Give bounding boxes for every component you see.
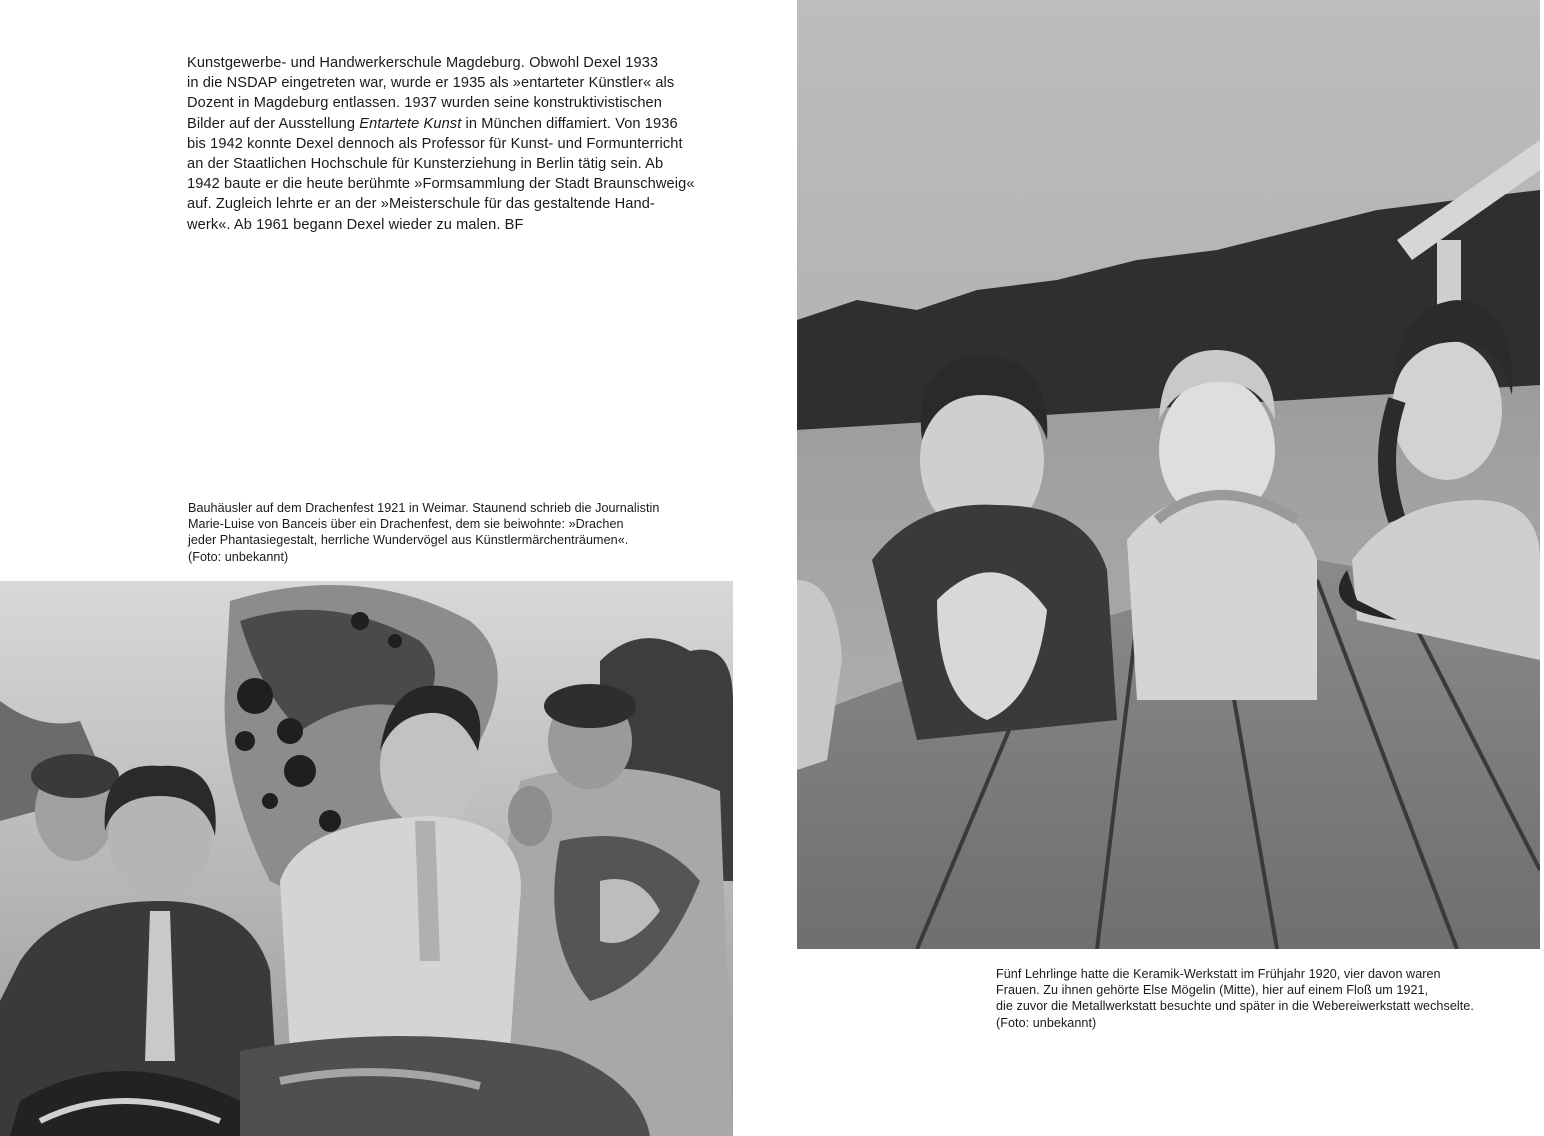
body-line	[187, 114, 747, 134]
photo-raft	[797, 0, 1540, 949]
caption-raft	[996, 966, 1541, 1031]
exhibition-title: Entartete Kunst	[359, 115, 462, 132]
caption-drachenfest	[188, 500, 728, 565]
photo-kite-festival-graphic	[0, 581, 733, 1136]
body-line: Kunstgewerbe- und Handwerkerschule Magdeburg. Obwohl Dexel 1933	[187, 55, 659, 71]
body-line: bis 1942 konnte Dexel dennoch als Professor für Kunst- und Formunterricht	[187, 135, 683, 152]
body-text	[187, 53, 747, 235]
body-line: werk«. Ab 1961 begann Dexel wieder zu malen. BF	[187, 216, 524, 233]
body-line-part: in München diffamiert. Von 1936	[461, 115, 678, 132]
caption-line: die zuvor die Metallwerkstatt besuchte und später in die Webereiwerkstatt wechselte.	[996, 999, 1474, 1014]
photo-raft-graphic	[797, 0, 1540, 949]
caption-line: Fünf Lehrlinge hatte die Keramik-Werkstatt im Frühjahr 1920, vier davon waren	[996, 967, 1441, 981]
caption-line: (Foto: unbekannt)	[188, 549, 289, 564]
photo-kite-festival	[0, 581, 733, 1136]
caption-line: Bauhäusler auf dem Drachenfest 1921 in Weimar. Staunend schrieb die Journalistin	[188, 501, 660, 515]
body-line-part: Bilder auf der Ausstellung	[187, 115, 360, 132]
body-line: an der Staatlichen Hochschule für Kunsterziehung in Berlin tätig sein. Ab	[187, 156, 664, 173]
body-line: 1942 baute er die heute berühmte »Formsammlung der Stadt Braunschweig«	[187, 176, 695, 193]
caption-line: (Foto: unbekannt)	[996, 1015, 1097, 1030]
caption-line: Frauen. Zu ihnen gehörte Else Mögelin (Mitte), hier auf einem Floß um 1921,	[996, 983, 1429, 998]
body-line: Dozent in Magdeburg entlassen. 1937 wurden seine konstruktivistischen	[187, 95, 662, 112]
body-line: in die NSDAP eingetreten war, wurde er 1935 als »entarteter Künstler« als	[187, 75, 675, 92]
body-line: auf. Zugleich lehrte er an der »Meisterschule für das gestaltende Hand-	[187, 196, 655, 213]
caption-line: jeder Phantasiegestalt, herrliche Wundervögel aus Künstlermärchenträumen«.	[188, 533, 629, 548]
caption-line: Marie-Luise von Banceis über ein Drachenfest, dem sie beiwohnte: »Drachen	[188, 517, 624, 532]
